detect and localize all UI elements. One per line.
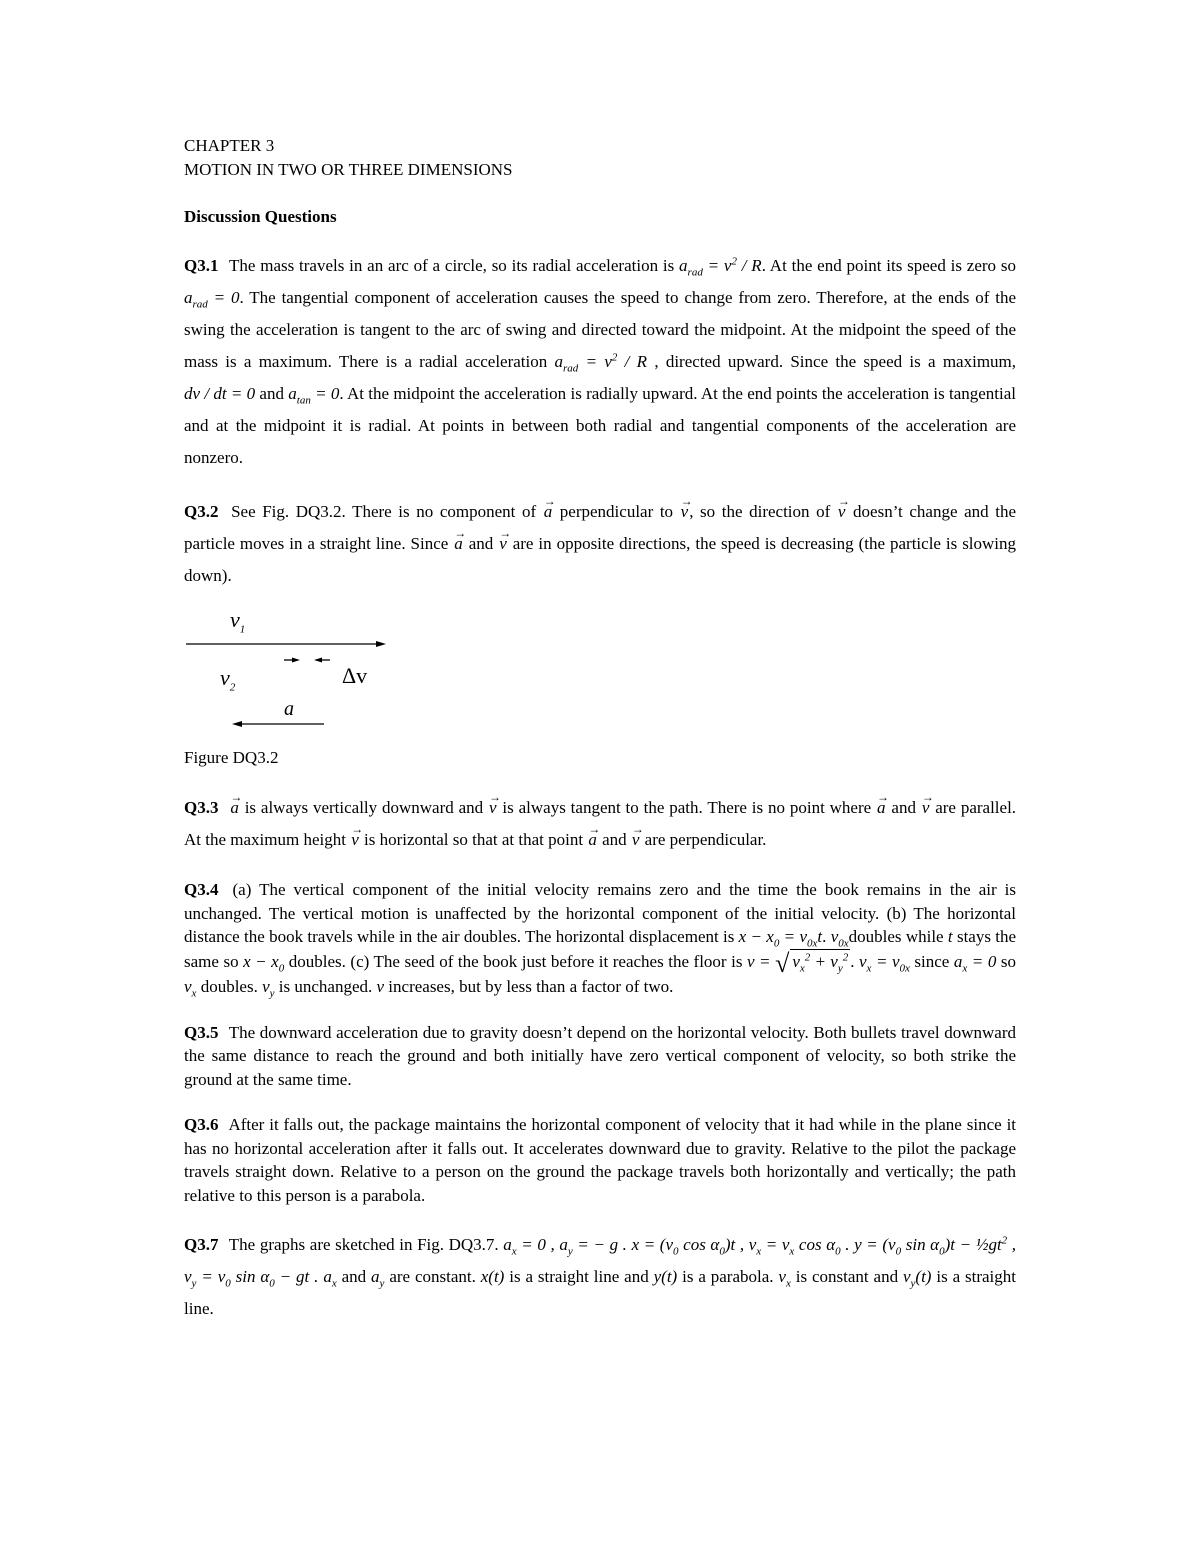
chapter-number: CHAPTER 3 [184,136,275,155]
acceleration-vector-symbol: → a [229,792,240,824]
velocity-vector-symbol: → v [631,824,641,856]
v1-arrow-head [376,641,386,647]
math-expression: $y = (v_0$ $\sin \alpha_0)t$ − $\frac{1}{2}gt^2$ , [854,1234,1017,1258]
velocity-vector-symbol: → v [837,496,847,528]
math-expression: $a_x$ [323,1267,337,1290]
question-3-5: Q3.5 The downward acceleration due to gravity doesn’t depend on the horizontal velocity. Both bullets travel downward the same distance to reach the ground and both initially have zero vertical component of velocity, so both strike the ground at the same time. [184,1022,1016,1089]
a-arrow-head [232,721,242,727]
question-label: Q3.4 [184,880,219,899]
math-expression: $a_x = 0$ , [503,1235,555,1258]
math-expression: $a_{tan} = 0$ [288,383,340,406]
question-3-3: Q3.3 → a is always vertically downward and → v is always tangent to the path. There is no point where → a and → v are parallel. At the maximum height → v is horizontal so that at that point → a and → v are perpendicular. [184,792,1016,856]
question-3-7: Q3.7 The graphs are sketched in Fig. DQ3.7. $a_x = 0$ , $a_y$ = − g . $x = (v_0$ $\cos \alpha_0)t$ , $v_x = v_x$ $\cos \alpha_0$ . $y = (v_0$ $\sin \alpha_0)t$ − $\frac{1}{2}gt^2$ , $v_y = v_0$ $\sin \alpha_0$ − gt . $a_x$ and $a_y$ are constant. x(t) is a straight line and y(t) is a parabola. $v_x$ is constant and $v_y(t)$ is a straight line. [184,1234,1017,1318]
math-expression: $v_x = v_x$ $\cos \alpha_0$ . [748,1235,850,1258]
question-label: Q3.6 [184,1115,219,1134]
math-expression: $v_{0x}$ [830,927,849,950]
math-expression: dv / dt = 0 [184,383,256,403]
math-expression: $v_x$ [184,977,197,1000]
velocity-vector-symbol: → v [488,792,498,824]
section-heading: Discussion Questions [184,207,337,226]
question-label: Q3.1 [184,255,219,275]
label-a: a [284,697,294,720]
math-expression: $a_y$ = − g . [559,1235,627,1258]
question-label: Q3.3 [184,798,219,817]
math-expression: y(t) [653,1267,678,1286]
math-expression: $v_y = v_0$ $\sin \alpha_0$ − gt . [184,1267,319,1290]
question-3-6: Q3.6 After it falls out, the package maintains the horizontal component of velocity that it had while in the plane since it has no horizontal acceleration after it falls out. It accelerates downward due to gravity. Relative to the pilot the package travels straight down. Relative to a person on the ground the package travels both horizontally and vertically; the path relative to this person is a parabola. [184,1115,1017,1205]
chapter-title: MOTION IN TWO OR THREE DIMENSIONS [184,160,513,179]
vector-diagram [184,614,404,730]
dv-arrow-left-head [314,657,322,662]
math-expression: x(t) [480,1267,505,1286]
math-expression: $a_x = 0$ [953,951,997,974]
acceleration-vector-symbol: → a [453,528,464,560]
question-3-1: Q3.1 The mass travels in an arc of a circle, so its radial acceleration is $a_{rad} = v^2 / R$. At the end point its speed is zero so $a_{rad} = 0$. The tangential component of acceleration causes the speed to change from zero. Therefore, at the ends of the swing the acceleration is tangent to the arc of swing and directed toward the midpoint. At the midpoint the speed of the mass is a maximum. There is a radial acceleration $a_{rad} = v^2 / R$ , directed upward. Since the speed is a maximum, dv / dt = 0 and $a_{tan} = 0$. At the midpoint the acceleration is radially upward. At the end points the acceleration is tangential and at the midpoint it is radial. At points in between both radial and tangential components of the acceleration are nonzero. [184,254,1017,467]
question-label: Q3.5 [184,1022,219,1042]
math-expression: $v_y$ [262,977,275,1000]
acceleration-vector-symbol: → a [876,792,887,824]
label-delta-v: Δv [342,662,368,688]
label-v1: $v_1$ [230,606,246,635]
math-expression: $x - x_0$ [243,951,285,974]
math-expression: $a_y$ [371,1267,385,1290]
acceleration-vector-symbol: → a [543,496,554,528]
velocity-vector-symbol: → v [498,528,508,560]
math-expression: v = √ $v_x^2 + v_y^2$ [746,948,849,978]
question-label: Q3.2 [184,501,219,521]
math-expression: $v_x$ [778,1267,791,1290]
math-expression: $a_{rad} = v^2 / R$ [554,350,648,374]
velocity-vector-symbol: → v [680,496,690,528]
math-expression: $v_x = v_{0x}$ [858,951,910,974]
dv-arrow-right-head [292,657,300,662]
figure-caption: Figure DQ3.2 [184,747,279,767]
math-expression: v [376,977,385,996]
document-page [184,134,1016,1347]
figure-dq3-2 [184,606,404,730]
velocity-vector-symbol: → v [350,824,360,856]
math-expression: $a_{rad} = v^2 / R$ [679,254,762,278]
question-3-4: Q3.4 (a) The vertical component of the initial velocity remains zero and the time the book remains in the air is unchanged. The vertical motion is unaffected by the horizontal component of the initial velocity. (b) The horizontal distance the book travels while in the air doubles. The horizontal displacement is $x - x_0 = v_{0x}t$. $v_{0x}doubles$ while t stays the same so $x - x_0$ doubles. (c) The seed of the book just before it reaches the floor is v = √ $v_x^2 + v_y^2$ . $v_x = v_{0x}$ since $a_x = 0$ so $v_x$ doubles. $v_y$ is unchanged. v increases, but by less than a factor of two. [184,880,1017,1000]
math-expression: t [947,927,953,946]
question-3-2: Q3.2 See Fig. DQ3.2. There is no component of → a perpendicular to → v, so the direction of → v doesn’t change and the particle moves in a straight line. Since → a and → v are in opposite directions, the speed is decreasing (the particle is slowing down). [184,496,1016,592]
math-expression: $v_y(t)$ [902,1267,932,1290]
math-expression: $x - x_0 = v_{0x}t$ [738,927,823,950]
math-expression: $x = (v_0$ $\cos \alpha_0)t$ , [631,1235,745,1258]
math-expression: $a_{rad} = 0$ [184,287,240,310]
acceleration-vector-symbol: → a [587,824,598,856]
question-label: Q3.7 [184,1235,219,1254]
velocity-vector-symbol: → v [921,792,931,824]
label-v2: $v_2$ [220,664,236,693]
